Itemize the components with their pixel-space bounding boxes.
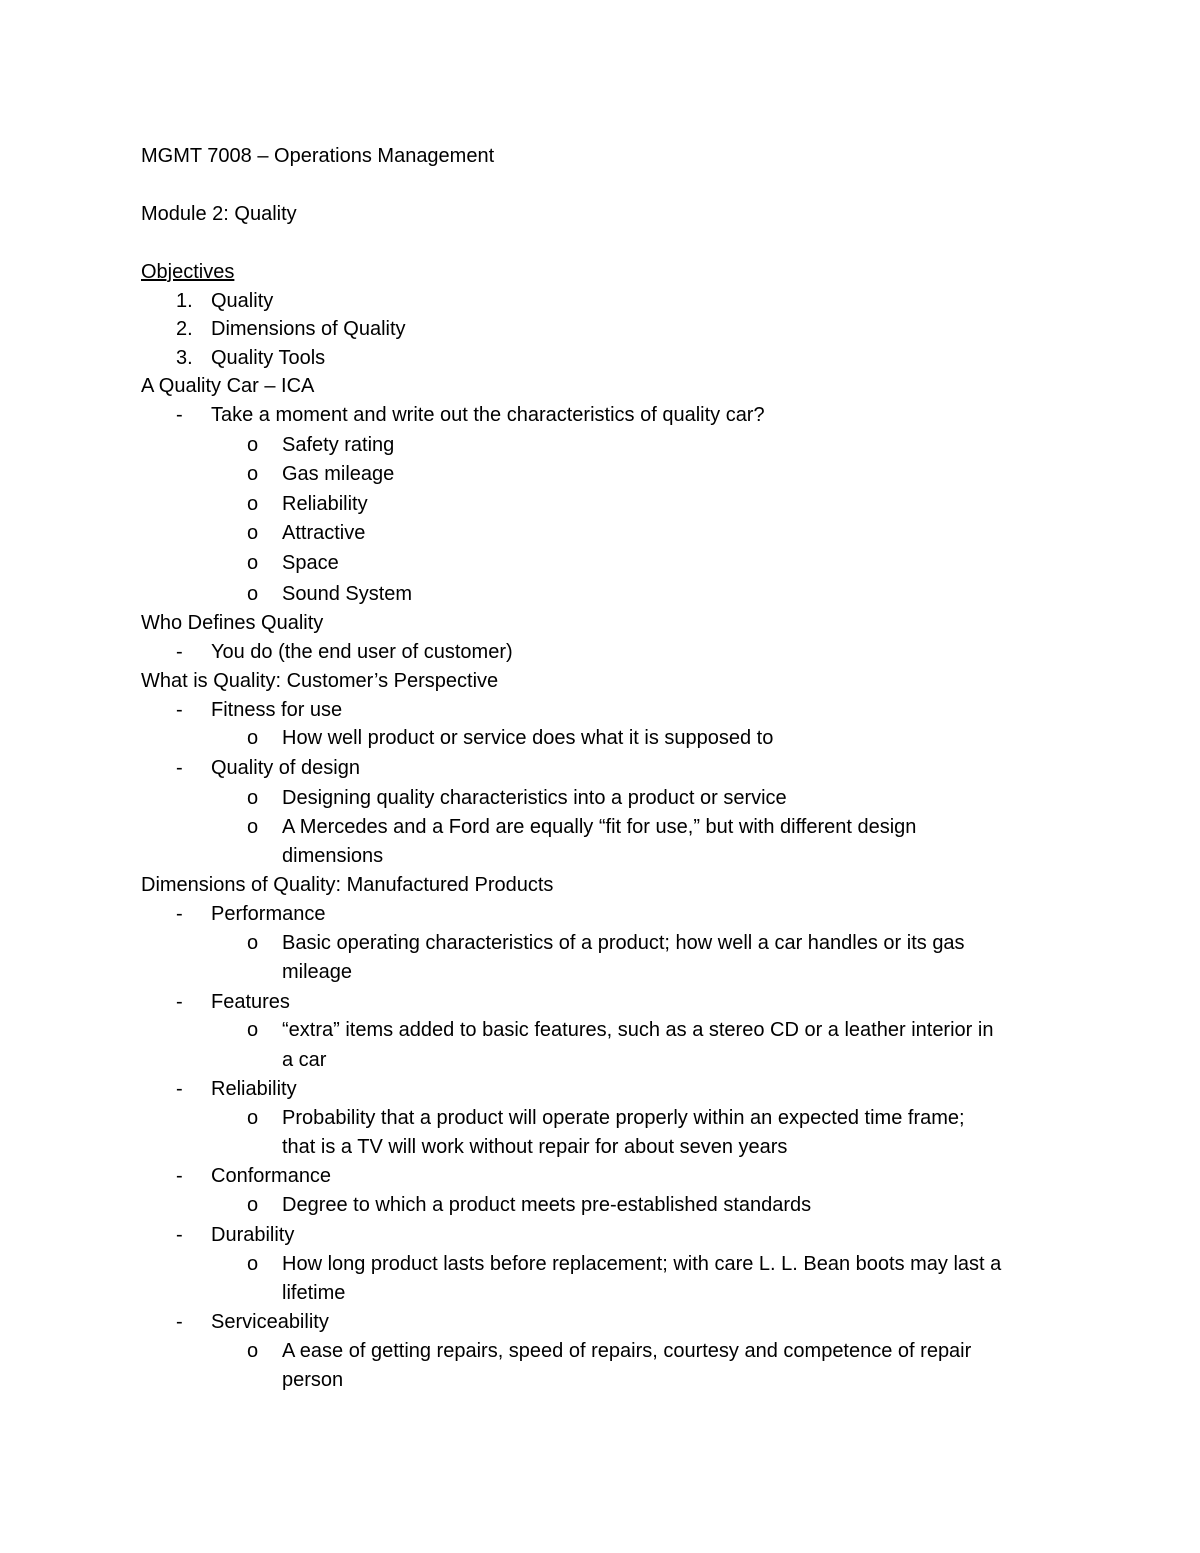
circle-bullet: o [247, 1340, 259, 1362]
circle-bullet: o [247, 1253, 259, 1275]
list-number: 1. [176, 290, 193, 312]
list-item-text: Conformance [211, 1165, 332, 1187]
objective-item [0, 314, 1200, 344]
module-title [0, 199, 1200, 229]
sub-list-item-text: How well product or service does what it is supposed to [282, 727, 774, 749]
list-item-text: Take a moment and write out the characteristics of quality car? [211, 404, 765, 426]
list-item [0, 899, 1200, 929]
list-item-text: Fitness for use [211, 699, 343, 721]
sub-list-item-text: Degree to which a product meets pre-established standards [282, 1194, 812, 1216]
circle-bullet: o [247, 1194, 259, 1216]
sub-list-item [0, 518, 1200, 548]
objectives-heading [0, 257, 1200, 287]
sub-list-item-text: A ease of getting repairs, speed of repairs, courtesy and competence of repair [282, 1340, 972, 1362]
list-item-text: You do (the end user of customer) [211, 641, 513, 663]
section-heading [0, 666, 1200, 696]
list-item-text: Performance [211, 903, 326, 925]
section-heading [0, 371, 1200, 401]
circle-bullet: o [247, 522, 259, 544]
sub-list-item-text: lifetime [282, 1282, 346, 1304]
sub-list-item-text: Sound System [282, 583, 413, 605]
sub-list-item-text: How long product lasts before replacement; with care L. L. Bean boots may last a [282, 1253, 1002, 1275]
sub-list-item-text: Attractive [282, 522, 366, 544]
circle-bullet: o [247, 932, 259, 954]
sub-list-item-text: Basic operating characteristics of a product; how well a car handles or its gas [282, 932, 965, 954]
list-item [0, 1074, 1200, 1104]
sub-list-item-text: A Mercedes and a Ford are equally “fit for use,” but with different design [282, 816, 917, 838]
sub-list-item-continued [0, 1045, 1200, 1075]
list-item [0, 987, 1200, 1017]
sub-list-item [0, 430, 1200, 460]
who-defines-heading: Who Defines Quality [141, 612, 324, 634]
objectives-heading-text: Objectives [141, 261, 235, 283]
circle-bullet: o [247, 583, 259, 605]
circle-bullet: o [247, 816, 259, 838]
sub-list-item [0, 1015, 1200, 1045]
sub-list-item-text: Probability that a product will operate properly within an expected time frame; [282, 1107, 965, 1129]
sub-list-item-text: Reliability [282, 493, 368, 515]
objective-item [0, 286, 1200, 316]
sub-list-item [0, 548, 1200, 578]
list-number: 2. [176, 318, 193, 340]
sub-list-item-continued [0, 1132, 1200, 1162]
list-item-text: Features [211, 991, 290, 1013]
dash-bullet: - [176, 1165, 183, 1187]
sub-list-item [0, 579, 1200, 609]
list-item [0, 400, 1200, 430]
sub-list-item [0, 928, 1200, 958]
section-heading [0, 870, 1200, 900]
list-item-text: Quality of design [211, 757, 360, 779]
objective-item-text: Quality [211, 290, 274, 312]
sub-list-item-text: Space [282, 552, 339, 574]
dash-bullet: - [176, 1224, 183, 1246]
sub-list-item-text: Designing quality characteristics into a product or service [282, 787, 787, 809]
list-item-text: Serviceability [211, 1311, 329, 1333]
circle-bullet: o [247, 727, 259, 749]
circle-bullet: o [247, 552, 259, 574]
sub-list-item [0, 1249, 1200, 1279]
dash-bullet: - [176, 699, 183, 721]
sub-list-item [0, 812, 1200, 842]
sub-list-item-text: a car [282, 1049, 327, 1071]
sub-list-item [0, 723, 1200, 753]
circle-bullet: o [247, 434, 259, 456]
dimensions-heading: Dimensions of Quality: Manufactured Products [141, 874, 554, 896]
sub-list-item-continued [0, 1365, 1200, 1395]
sub-list-item [0, 459, 1200, 489]
circle-bullet: o [247, 493, 259, 515]
objective-item-text: Quality Tools [211, 347, 326, 369]
list-item [0, 1220, 1200, 1250]
dash-bullet: - [176, 1311, 183, 1333]
course-title [0, 141, 1200, 171]
list-item [0, 1307, 1200, 1337]
sub-list-item [0, 1103, 1200, 1133]
list-number: 3. [176, 347, 193, 369]
dash-bullet: - [176, 991, 183, 1013]
sub-list-item [0, 783, 1200, 813]
dash-bullet: - [176, 903, 183, 925]
circle-bullet: o [247, 1107, 259, 1129]
circle-bullet: o [247, 1019, 259, 1041]
sub-list-item [0, 1190, 1200, 1220]
sub-list-item-text: dimensions [282, 845, 384, 867]
sub-list-item-text: that is a TV will work without repair for about seven years [282, 1136, 788, 1158]
sub-list-item-text: person [282, 1369, 344, 1391]
sub-list-item-text: mileage [282, 961, 353, 983]
list-item [0, 637, 1200, 667]
list-item [0, 753, 1200, 783]
dash-bullet: - [176, 757, 183, 779]
sub-list-item-continued [0, 1278, 1200, 1308]
sub-list-item-continued [0, 841, 1200, 871]
sub-list-item-text: “extra” items added to basic features, such as a stereo CD or a leather interior in [282, 1019, 994, 1041]
objective-item [0, 343, 1200, 373]
sub-list-item [0, 1336, 1200, 1366]
quality-car-heading: A Quality Car – ICA [141, 375, 315, 397]
sub-list-item-text: Safety rating [282, 434, 395, 456]
list-item [0, 695, 1200, 725]
list-item [0, 1161, 1200, 1191]
dash-bullet: - [176, 641, 183, 663]
list-item-text: Reliability [211, 1078, 297, 1100]
dash-bullet: - [176, 1078, 183, 1100]
list-item-text: Durability [211, 1224, 295, 1246]
course-title-text: MGMT 7008 – Operations Management [141, 145, 495, 167]
customer-perspective-heading: What is Quality: Customer’s Perspective [141, 670, 499, 692]
sub-list-item [0, 489, 1200, 519]
module-title-text: Module 2: Quality [141, 203, 297, 225]
sub-list-item-continued [0, 957, 1200, 987]
section-heading [0, 608, 1200, 638]
objective-item-text: Dimensions of Quality [211, 318, 406, 340]
dash-bullet: - [176, 404, 183, 426]
circle-bullet: o [247, 787, 259, 809]
circle-bullet: o [247, 463, 259, 485]
sub-list-item-text: Gas mileage [282, 463, 395, 485]
